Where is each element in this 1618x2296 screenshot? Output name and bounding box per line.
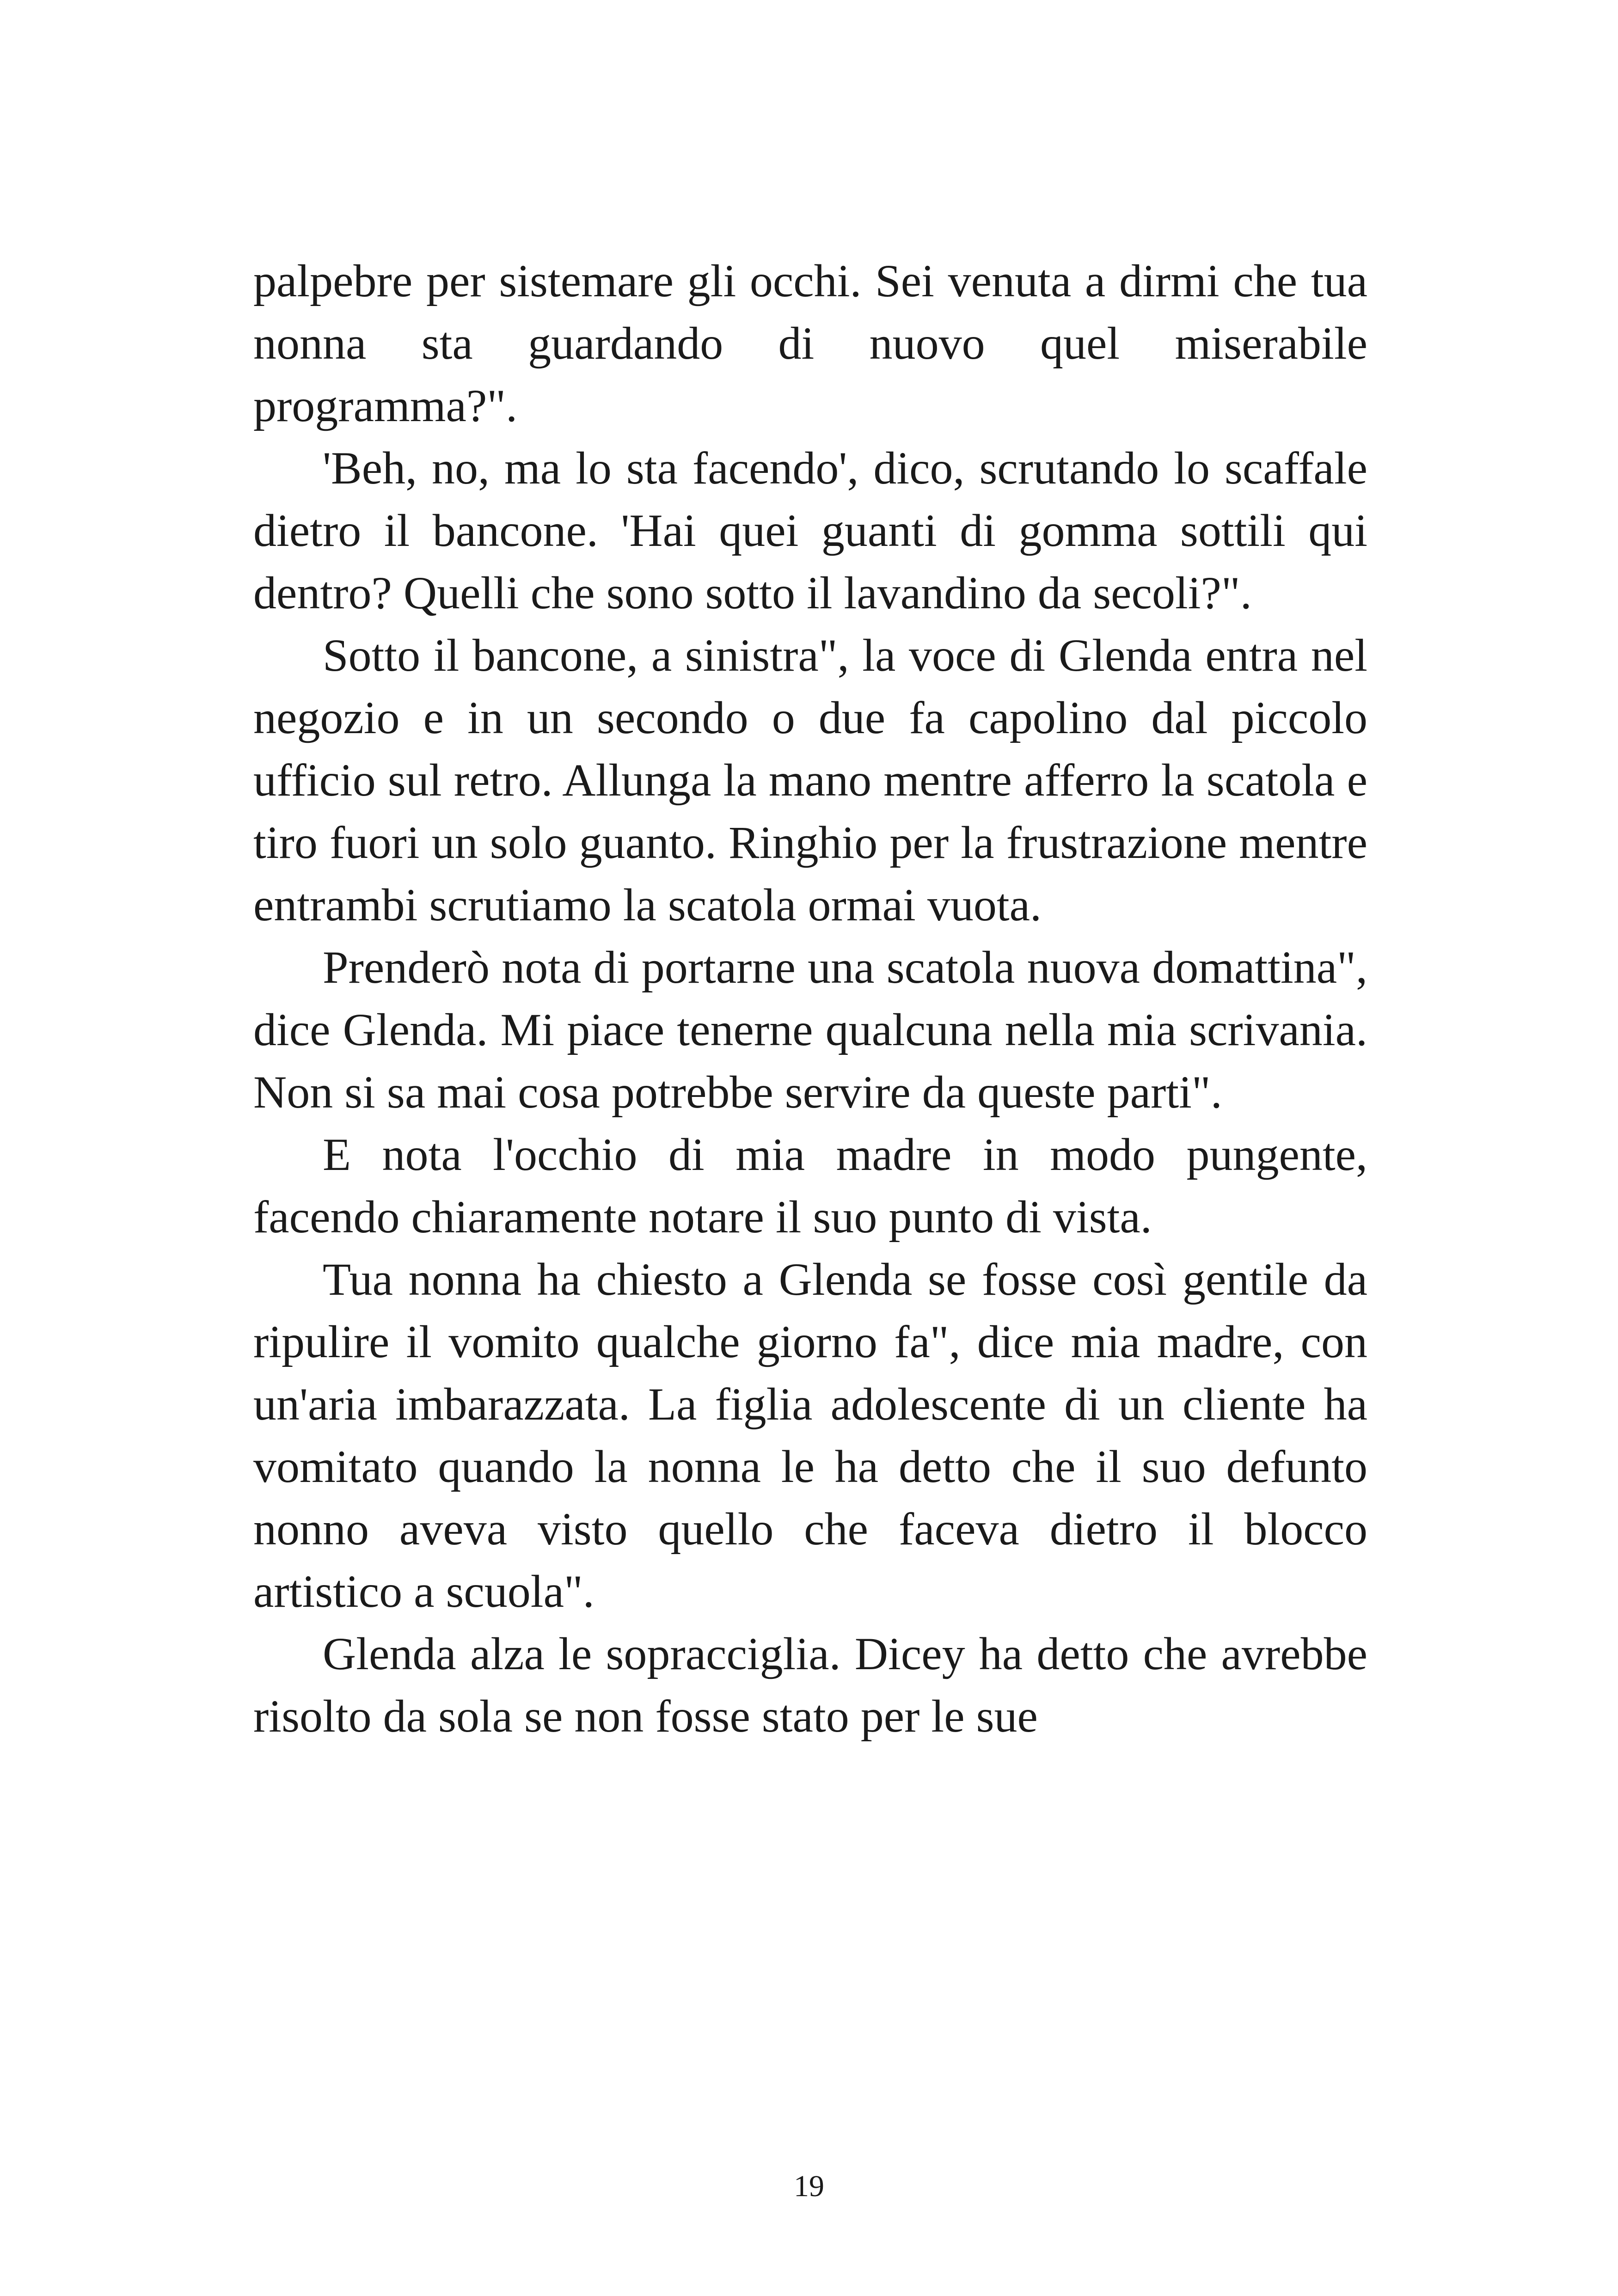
paragraph: 'Beh, no, ma lo sta facendo', dico, scrutando lo scaffale dietro il bancone. 'Hai quei guanti di gomma sottili qui dentro? Quelli che sono sotto il lavandino da secoli?". bbox=[253, 442, 1367, 618]
body-text bbox=[253, 250, 1367, 1747]
paragraph: palpebre per sistemare gli occhi. Sei venuta a dirmi che tua nonna sta guardando di nuovo quel miserabile programma?". bbox=[253, 255, 1367, 431]
page-number: 19 bbox=[794, 2169, 824, 2203]
paragraph: Tua nonna ha chiesto a Glenda se fosse così gentile da ripulire il vomito qualche giorno fa", dice mia madre, con un'aria imbarazzata. La figlia adolescente di un cliente ha vomitato quando la nonna le ha detto che il suo defunto nonno aveva visto quello che faceva dietro il blocco artistico a scuola". bbox=[253, 1254, 1367, 1617]
paragraph: Glenda alza le sopracciglia. Dicey ha detto che avrebbe risolto da sola se non fosse stato per le sue bbox=[253, 1628, 1367, 1742]
paragraph: E nota l'occhio di mia madre in modo pungente, facendo chiaramente notare il suo punto di vista. bbox=[253, 1129, 1367, 1243]
paragraph: Prenderò nota di portarne una scatola nuova domattina", dice Glenda. Mi piace tenerne qualcuna nella mia scrivania. Non si sa mai cosa potrebbe servire da queste parti". bbox=[253, 942, 1367, 1118]
paragraph: Sotto il bancone, a sinistra", la voce di Glenda entra nel negozio e in un secondo o due fa capolino dal piccolo ufficio sul retro. Allunga la mano mentre afferro la scatola e tiro fuori un solo guanto. Ringhio per la frustrazione mentre entrambi scrutiamo la scatola ormai vuota. bbox=[253, 630, 1367, 931]
